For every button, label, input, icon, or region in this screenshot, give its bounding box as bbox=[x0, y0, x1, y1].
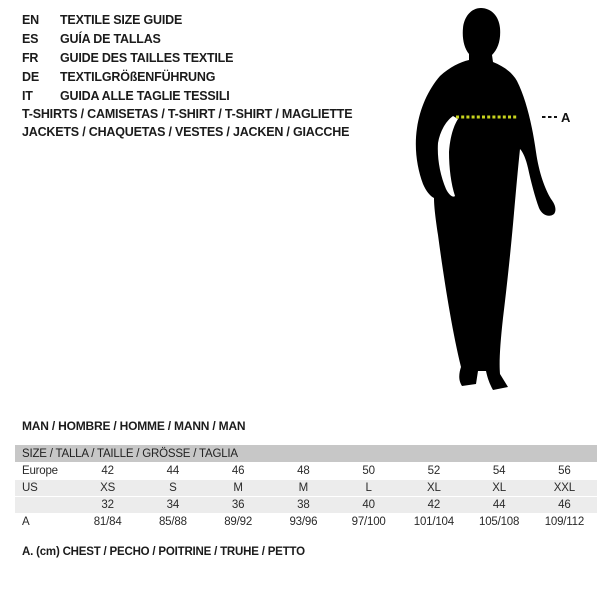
language-label: GUÍA DE TALLAS bbox=[60, 31, 161, 46]
table-cell: XL bbox=[492, 482, 506, 494]
language-code: IT bbox=[22, 88, 33, 103]
man-silhouette-body bbox=[416, 8, 556, 390]
table-cell: 40 bbox=[362, 499, 375, 511]
table-cell: 105/108 bbox=[479, 516, 520, 528]
table-cell: 97/100 bbox=[351, 516, 386, 528]
table-cell: 109/112 bbox=[544, 516, 585, 528]
table-row-us bbox=[15, 480, 597, 496]
language-label: GUIDA ALLE TAGLIE TESSILI bbox=[60, 88, 230, 103]
table-row-intl bbox=[15, 497, 597, 513]
table-cell: 54 bbox=[492, 465, 506, 477]
table-cell: 32 bbox=[101, 499, 114, 511]
table-cell: 101/104 bbox=[413, 516, 454, 528]
table-cell: 46 bbox=[231, 465, 245, 477]
language-label: TEXTILGRÖßENFÜHRUNG bbox=[60, 69, 216, 84]
language-label: GUIDE DES TAILLES TEXTILE bbox=[60, 50, 234, 65]
category-tshirts: T-SHIRTS / CAMISETAS / T-SHIRT / T-SHIRT / MAGLIETTE bbox=[22, 107, 353, 121]
row-label: US bbox=[22, 482, 38, 494]
table-row-a-chest bbox=[15, 514, 597, 530]
table-cell: M bbox=[233, 482, 243, 494]
table-cell: 42 bbox=[427, 499, 441, 511]
table-cell: 36 bbox=[231, 499, 245, 511]
language-code: ES bbox=[22, 31, 39, 46]
language-label: TEXTILE SIZE GUIDE bbox=[60, 12, 183, 27]
size-table-header: SIZE / TALLA / TAILLE / GRÖSSE / TAGLIA bbox=[15, 445, 597, 462]
table-cell: 38 bbox=[297, 499, 310, 511]
row-label: Europe bbox=[22, 465, 58, 477]
table-cell: 50 bbox=[362, 465, 375, 477]
row-label: A bbox=[22, 516, 30, 528]
language-code: FR bbox=[22, 50, 39, 65]
table-cell: 81/84 bbox=[93, 516, 122, 528]
measure-label-a: A bbox=[561, 110, 571, 125]
table-cell: 85/88 bbox=[158, 516, 187, 528]
language-code: EN bbox=[22, 12, 39, 27]
table-cell: 34 bbox=[166, 499, 180, 511]
table-row-europe bbox=[15, 463, 597, 479]
table-cell: M bbox=[298, 482, 309, 494]
table-cell: 93/96 bbox=[289, 516, 318, 528]
table-cell: L bbox=[365, 482, 372, 494]
table-cell: S bbox=[169, 482, 177, 494]
table-cell: 48 bbox=[297, 465, 310, 477]
table-cell: XL bbox=[427, 482, 441, 494]
table-cell: XS bbox=[100, 482, 116, 494]
size-table bbox=[15, 445, 597, 531]
table-cell: 56 bbox=[558, 465, 571, 477]
category-jackets: JACKETS / CHAQUETAS / VESTES / JACKEN / GIACCHE bbox=[22, 125, 350, 139]
table-cell: 44 bbox=[492, 499, 506, 511]
table-cell: 44 bbox=[166, 465, 180, 477]
language-code: DE bbox=[22, 69, 39, 84]
table-cell: 46 bbox=[558, 499, 571, 511]
section-title-man: MAN / HOMBRE / HOMME / MANN / MAN bbox=[22, 419, 246, 433]
table-cell: XXL bbox=[553, 482, 575, 494]
table-cell: 52 bbox=[427, 465, 441, 477]
table-cell: 42 bbox=[101, 465, 114, 477]
footnote-chest-measure: A. (cm) CHEST / PECHO / POITRINE / TRUHE / PETTO bbox=[22, 546, 305, 558]
table-cell: 89/92 bbox=[224, 516, 253, 528]
